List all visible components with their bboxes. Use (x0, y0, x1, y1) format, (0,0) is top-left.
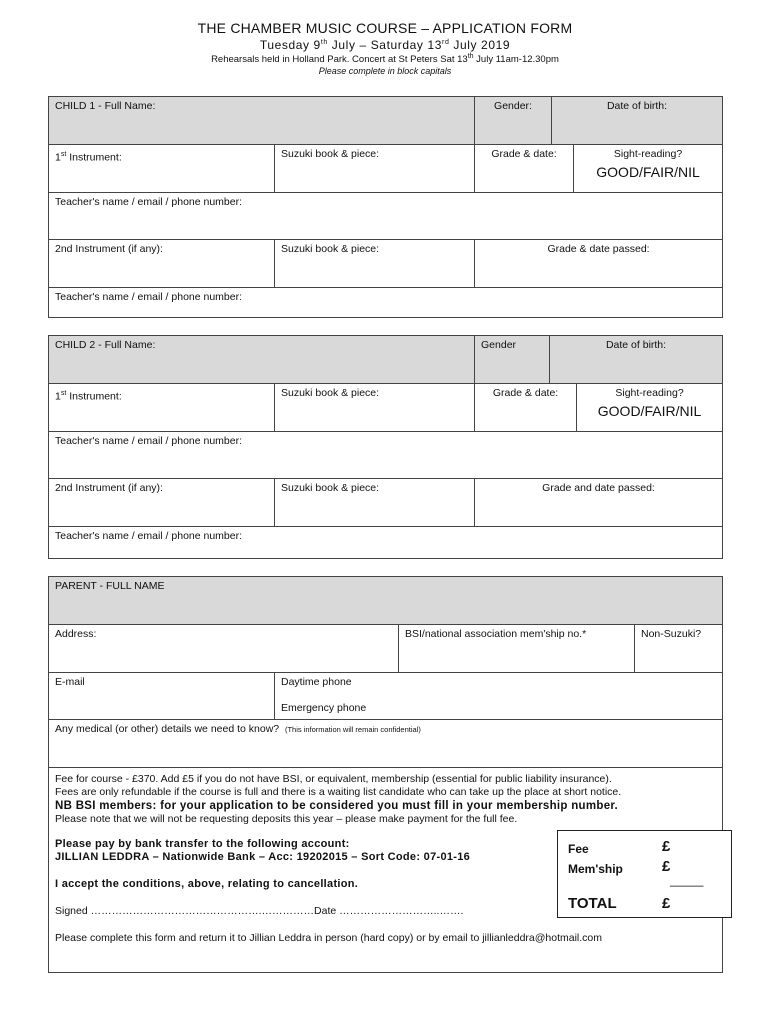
fee-value[interactable]: £ (662, 838, 671, 855)
child1-suzuki2-field[interactable]: Suzuki book & piece: (275, 240, 475, 288)
block-capitals-note: Please complete in block capitals (318, 66, 452, 76)
child2-table (48, 335, 723, 559)
accept-conditions: I accept the conditions, above, relating to cancellation. (55, 878, 359, 890)
child2-grade-passed-field[interactable]: Grade and date passed: (475, 479, 723, 527)
child1-instrument1-field[interactable]: 1st Instrument: (49, 145, 275, 193)
child2-grade-date-field[interactable]: Grade & date: (475, 384, 577, 432)
emergency-phone-field[interactable]: Emergency phone (281, 702, 367, 714)
child2-suzuki1-field[interactable]: Suzuki book & piece: (275, 384, 475, 432)
membership-label: Mem'ship (568, 862, 623, 876)
child2-teacher1-field[interactable]: Teacher's name / email / phone number: (49, 432, 723, 479)
deposit-note: Please note that we will not be requesting deposits this year – please make payment for the full fee. (55, 813, 518, 825)
fee-summary-box (557, 830, 732, 918)
parent-name-field[interactable]: PARENT - FULL NAME (49, 577, 723, 625)
signature-line[interactable]: Signed ………………………………………….……………Date ………………………..……. (55, 905, 464, 917)
non-suzuki-field[interactable]: Non-Suzuki? (635, 625, 723, 673)
pay-instruction: Please pay by bank transfer to the following account: (55, 838, 350, 850)
bsi-membership-field[interactable]: BSI/national association mem'ship no.* (399, 625, 635, 673)
child2-sight-reading-field[interactable]: Sight-reading? GOOD/FAIR/NIL (577, 384, 723, 432)
child1-grade-passed-field[interactable]: Grade & date passed: (475, 240, 723, 288)
child1-teacher1-field[interactable]: Teacher's name / email / phone number: (49, 193, 723, 240)
bank-details: JILLIAN LEDDRA – Nationwide Bank – Acc: 19202015 – Sort Code: 07-01-16 (55, 851, 471, 863)
course-dates: Tuesday 9th July – Saturday 13rd July 2019 (259, 38, 511, 52)
address-field[interactable]: Address: (49, 625, 399, 673)
medical-field[interactable]: Any medical (or other) details we need to know? (This information will remain confidential) (49, 720, 723, 768)
fee-line-2: Fees are only refundable if the course is full and there is a waiting list candidate who can take up the place at short notice. (55, 786, 622, 798)
child2-gender-field[interactable]: Gender (475, 336, 550, 384)
total-value[interactable]: £ (662, 895, 671, 912)
child1-teacher2-field[interactable]: Teacher's name / email / phone number: (49, 288, 723, 318)
child1-grade-date-field[interactable]: Grade & date: (475, 145, 574, 193)
membership-value[interactable]: £ (662, 858, 671, 875)
phone-cell (275, 673, 723, 720)
daytime-phone-field[interactable]: Daytime phone (281, 676, 352, 688)
child2-instrument1-field[interactable]: 1st Instrument: (49, 384, 275, 432)
email-field[interactable]: E-mail (49, 673, 275, 720)
child1-instrument2-field[interactable]: 2nd Instrument (if any): (49, 240, 275, 288)
fee-label: Fee (568, 842, 589, 856)
child1-name-field[interactable]: CHILD 1 - Full Name: (49, 97, 475, 145)
child2-teacher2-field[interactable]: Teacher's name / email / phone number: (49, 527, 723, 559)
form-title: THE CHAMBER MUSIC COURSE – APPLICATION FORM (197, 20, 573, 36)
child2-name-field[interactable]: CHILD 2 - Full Name: (49, 336, 475, 384)
bsi-note: NB BSI members: for your application to be considered you must fill in your membership number. (55, 800, 619, 812)
child1-suzuki1-field[interactable]: Suzuki book & piece: (275, 145, 475, 193)
child1-dob-field[interactable]: Date of birth: (552, 97, 723, 145)
child2-dob-field[interactable]: Date of birth: (550, 336, 723, 384)
child1-sight-reading-field[interactable]: Sight-reading? GOOD/FAIR/NIL (574, 145, 723, 193)
sum-line: _____ (670, 873, 704, 887)
rehearsal-info: Rehearsals held in Holland Park. Concert at St Peters Sat 13th July 11am-12.30pm (211, 53, 559, 66)
fee-line-1: Fee for course - £370. Add £5 if you do not have BSI, or equivalent, membership (essential for public liability insurance). (55, 773, 612, 785)
child1-table (48, 96, 723, 318)
child1-gender-field[interactable]: Gender: (475, 97, 552, 145)
child2-suzuki2-field[interactable]: Suzuki book & piece: (275, 479, 475, 527)
return-instructions: Please complete this form and return it to Jillian Leddra in person (hard copy) or by email to jillianleddra@hotmail.com (55, 932, 602, 944)
child2-instrument2-field[interactable]: 2nd Instrument (if any): (49, 479, 275, 527)
total-label: TOTAL (568, 895, 617, 912)
